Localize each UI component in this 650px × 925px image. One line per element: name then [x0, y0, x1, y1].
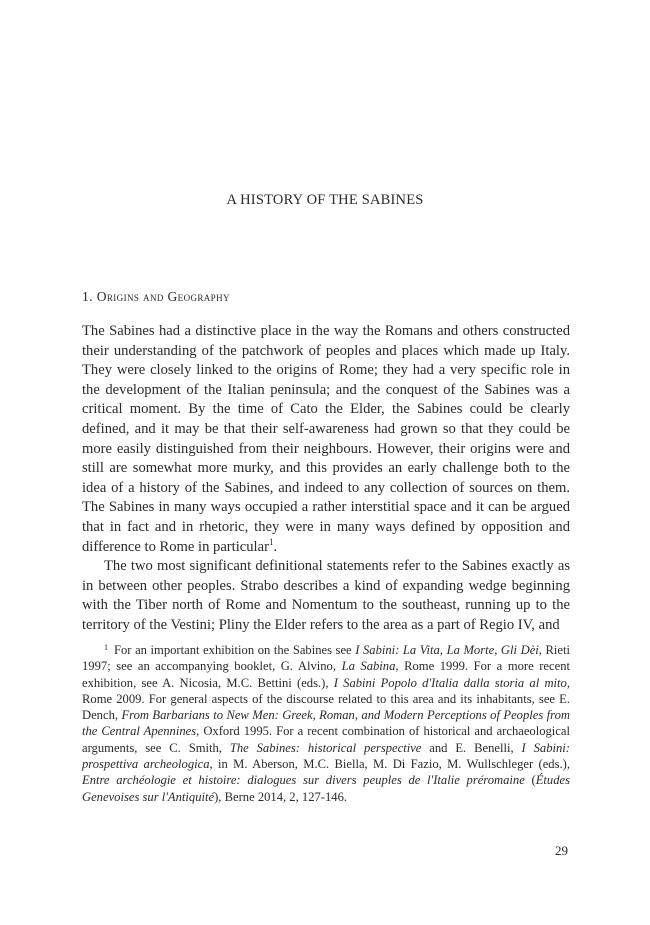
footnote-text: , Oxford 1995. For a recent combination of historical and archaeological arguments, see C. Smith, [82, 724, 570, 755]
footnote-title: Études Genevoises sur l'Antiquité [82, 773, 571, 804]
footnote-text: ( [524, 773, 536, 788]
section-heading [82, 289, 230, 305]
paragraph-1 [82, 322, 570, 557]
section-number: 1. [82, 289, 93, 304]
footnote-title: Entre archéologie et histoire: dialogues sur divers peuples de l'Italie préromaine [82, 773, 525, 788]
footnote-text: , Rome 1999. For a more recent exhibition, see A. Nicosia, M.C. Bettini (eds.), [82, 659, 571, 690]
footnote-reference[interactable]: 1 [268, 536, 274, 547]
section-title: Origins and Geography [96, 289, 230, 304]
chapter-title: A HISTORY OF THE SABINES [226, 192, 424, 208]
footnote-mark: 1 [104, 643, 108, 652]
footnote-text: , in M. Aberson, M.C. Biella, M. Di Fazio, M. Wullschleger (eds.), [209, 757, 570, 772]
footnote-title: I Sabini: La Vita, La Morte, Gli Dèi [355, 643, 539, 657]
footnote-text: and E. Benelli, [421, 740, 522, 755]
footnote-1 [82, 640, 570, 805]
footnote-title: From Barbarians to New Men: Greek, Roman, and Modern Perceptions of Peoples from the Central Apennines [82, 708, 570, 739]
footnote-title: I Sabini Popolo d'Italia dalla storia al mito [333, 675, 567, 690]
footnote-text: For an important exhibition on the Sabines see [114, 643, 356, 657]
footnote-title: The Sabines: historical perspective [229, 740, 422, 755]
footnotes [82, 640, 570, 805]
footnote-text: , Rieti 1997; see an accompanying booklet, G. Alvino, [82, 643, 571, 674]
footnote-text: ), Berne 2014, 2, 127-146. [214, 789, 348, 804]
paragraph-1-text: The Sabines had a distinctive place in the way the Romans and others constructed their understanding of the patchwork of peoples and places which made up Italy. They were closely linked to the origins of Rome; they had a very specific role in the development of the Italian peninsula; and the conquest of the Sabines was a critical moment. By the time of Cato the Elder, the Sabines could be clearly defined, and it may be that their self-awareness had grown so that they could be more easily distinguished from their neighbours. However, their origins were and still are somewhat more murky, and this provides an early challenge both to the idea of a history of the Sabines, and indeed to any collection of sources on them. The Sabines in many ways occupied a rather interstitial space and it can be argued that in fact and in rhetoric, they were in many ways defined by opposition and difference to Rome in particular [82, 323, 570, 555]
paragraph-1-end: . [273, 538, 278, 555]
footnote-title: I Sabini: prospettiva archeologica [82, 740, 570, 772]
paragraph-2: The two most significant definitional statements refer to the Sabines exactly as in between other peoples. Strabo describes a kind of expanding wedge beginning with the Tiber north of Rome and Nomentum to the southeast, running up to the territory of the Vestini; Pliny the Elder refers to the area as a part of Regio IV, and [82, 558, 570, 633]
footnote-title: La Sabina [341, 659, 396, 674]
footnote-text: , Rome 2009. For general aspects of the discourse related to this area and its inhabitants, see E. Dench, [82, 675, 571, 723]
body-text [82, 322, 570, 636]
page-number: 29 [555, 843, 568, 858]
